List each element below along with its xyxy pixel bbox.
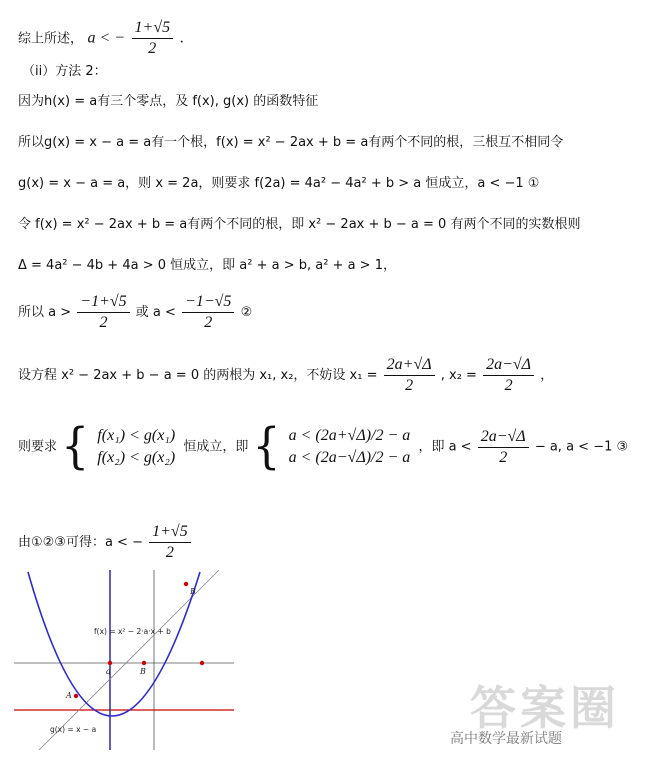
fraction-denominator: 2 — [99, 314, 108, 331]
fraction-numerator: −1−√5 — [182, 292, 234, 313]
conclusion-math: a < − — [87, 29, 126, 47]
line9-prefix: 设方程 x² − 2ax + b − a = 0 的两根为 x₁, x₂，不妨设 x₁ = — [18, 368, 378, 383]
label-B-top: B — [190, 587, 196, 596]
line9-suffix: ， — [540, 368, 554, 383]
text-line-4: 所以g(x) = x − a = a有一个根，f(x) = x² − 2ax + b = a有两个不同的根，三根互不相同令 — [18, 135, 564, 150]
fraction-denominator: 2 — [499, 448, 508, 466]
watermark-caption: 高中数学最新试题 — [450, 731, 562, 747]
circled-2: ② — [240, 305, 253, 320]
label-a: a — [106, 667, 111, 676]
line8-fraction-1 — [77, 292, 129, 333]
left-brace: { — [252, 418, 281, 475]
line9-fraction-2 — [483, 355, 534, 396]
period: . — [179, 30, 184, 47]
point-a — [108, 661, 112, 665]
line9-middle: , x₂ = — [440, 368, 477, 383]
point-b-axis — [142, 661, 146, 665]
fraction-numerator: −1+√5 — [77, 292, 129, 313]
point-A — [74, 694, 78, 698]
fraction-numerator: 2a−√Δ — [483, 355, 534, 376]
label-f: f(x) = x² − 2·a·x + b — [94, 627, 171, 636]
parabola-f — [28, 572, 200, 716]
final-prefix: 由①②③可得：a < − — [18, 535, 143, 550]
conclusion-line — [18, 18, 184, 59]
point-on-axis — [200, 661, 204, 665]
fraction-numerator: 2a−√Δ — [478, 427, 529, 448]
fraction-denominator: 2 — [165, 544, 174, 561]
line10-middle: 恒成立，即 — [183, 439, 249, 455]
line8-middle: 或 a < — [135, 305, 176, 320]
text-line-10 — [18, 418, 629, 475]
fraction-denominator: 2 — [148, 40, 157, 57]
text-line-8 — [18, 292, 252, 333]
conclusion-fraction — [132, 18, 174, 59]
line10-prefix: 则要求 — [18, 439, 58, 455]
method-heading: （ii）方法 2： — [22, 64, 107, 79]
fraction-numerator: 1+√5 — [132, 18, 174, 39]
fraction-denominator: 2 — [204, 314, 213, 331]
line10-then: ，即 a < — [418, 439, 472, 455]
inequality-system-2 — [289, 425, 411, 469]
watermark-logo: 答案圈 — [470, 681, 620, 735]
label-g: g(x) = x − a — [50, 725, 97, 734]
fraction-denominator: 2 — [504, 377, 513, 394]
label-A: A — [66, 691, 72, 700]
final-fraction — [149, 522, 191, 563]
system-row: a < (2a−√Δ)/2 − a — [288, 449, 411, 466]
fraction-numerator: 1+√5 — [149, 522, 191, 543]
fraction-numerator: 2a+√Δ — [384, 355, 435, 376]
label-B-axis: B — [140, 667, 146, 676]
final-result-line — [18, 522, 193, 563]
line9-fraction-1 — [384, 355, 435, 396]
conclusion-text: 综上所述， — [18, 31, 84, 47]
line10-suffix: − a, a < −1 ③ — [534, 439, 629, 455]
text-line-5: g(x) = x − a = a，则 x = 2a，则要求 f(2a) = 4a² − 4a² + b > a 恒成立，a < −1 ① — [18, 176, 540, 191]
text-line-7: Δ = 4a² − 4b + 4a > 0 恒成立，即 a² + a > b, a² + a > 1， — [18, 258, 396, 273]
line8-prefix: 所以 a > — [18, 305, 72, 320]
fraction-denominator: 2 — [405, 377, 414, 394]
system-row: a < (2a+√Δ)/2 − a — [288, 427, 411, 444]
function-graph — [14, 570, 234, 750]
line10-fraction — [478, 427, 529, 468]
left-brace: { — [61, 418, 90, 475]
text-line-3: 因为h(x) = a有三个零点，及 f(x), g(x) 的函数特征 — [18, 94, 319, 109]
inequality-system-1 — [97, 425, 175, 469]
system-row: f(x₁) < g(x₁) — [97, 427, 176, 444]
point-B — [184, 582, 188, 586]
system-row: f(x₂) < g(x₂) — [97, 449, 176, 466]
text-line-6: 令 f(x) = x² − 2ax + b = a有两个不同的根，即 x² − 2ax + b − a = 0 有两个不同的实数根则 — [18, 217, 581, 232]
text-line-9 — [18, 355, 553, 396]
line8-fraction-2 — [182, 292, 234, 333]
